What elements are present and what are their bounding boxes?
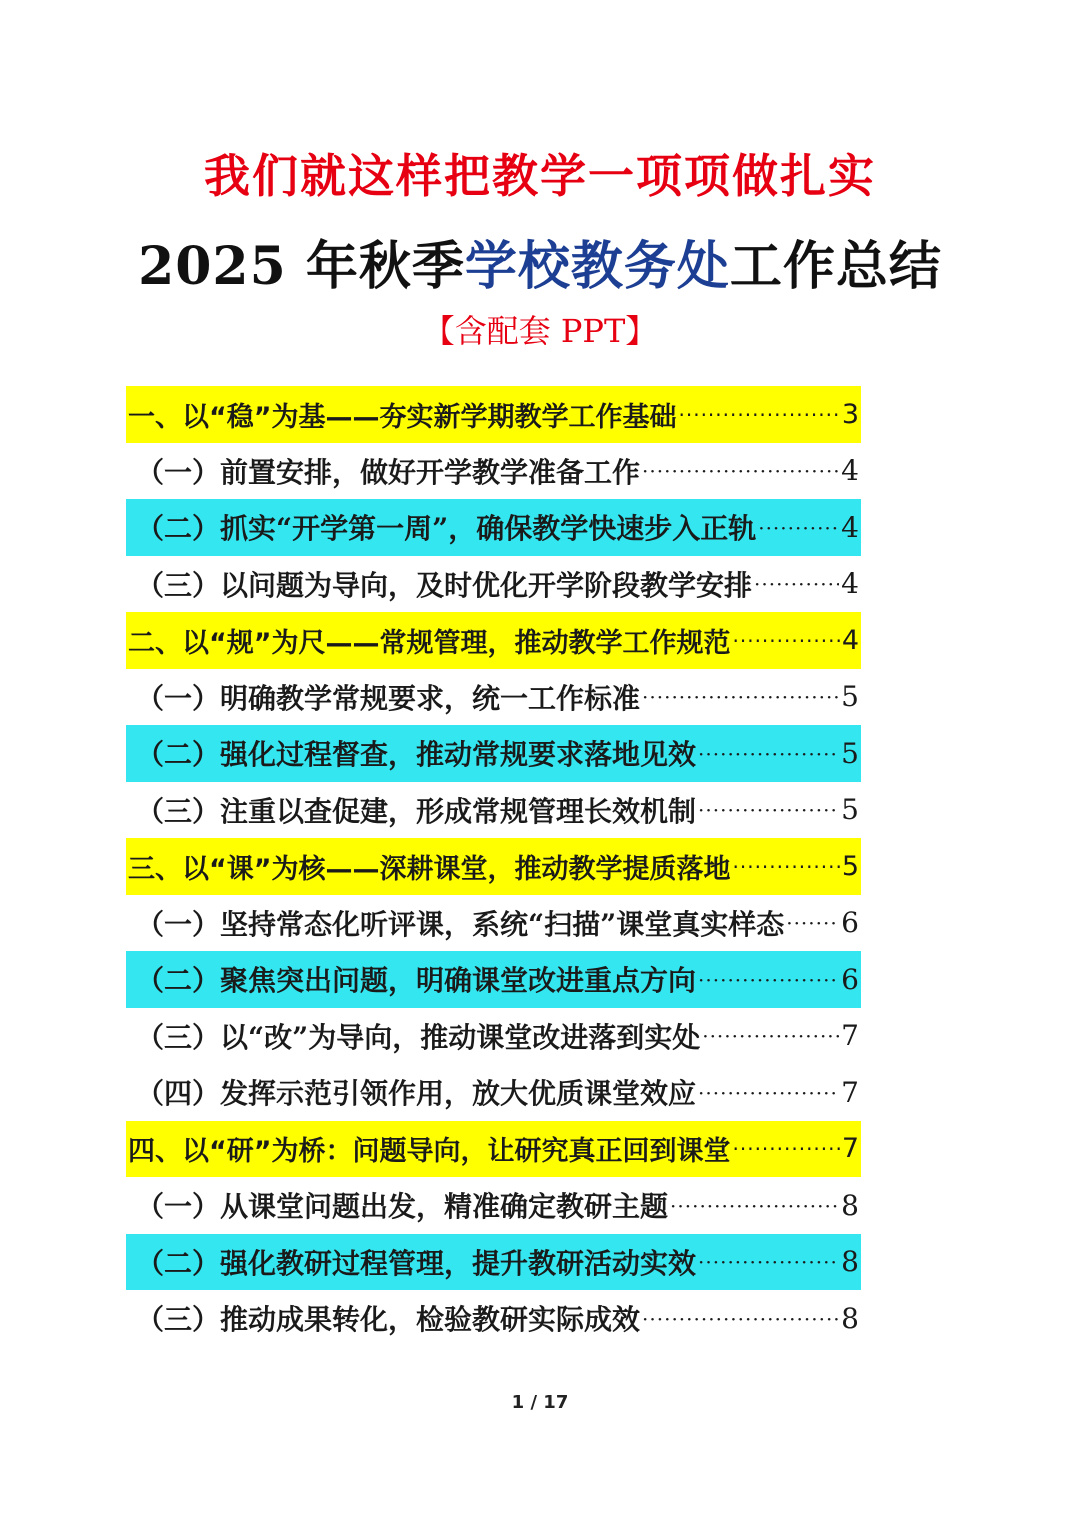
toc-page: 6 (841, 906, 859, 940)
title-highlight: 学校教务处 (464, 236, 730, 297)
toc-page: 5 (841, 736, 859, 770)
table-of-contents (126, 386, 861, 1347)
toc-leader (698, 798, 839, 822)
toc-item[interactable] (126, 1008, 861, 1065)
toc-leader (786, 911, 839, 935)
toc-item[interactable] (126, 1064, 861, 1121)
toc-label: （二）抓实“开学第一周”，确保教学快速步入正轨 (136, 512, 757, 546)
toc-leader (642, 459, 839, 483)
toc-page: 5 (841, 793, 859, 827)
toc-label: （三）推动成果转化，检验教研实际成效 (136, 1303, 641, 1337)
toc-label: 一、以“稳”为基——夯实新学期教学工作基础 (128, 401, 677, 433)
toc-leader (698, 1250, 839, 1274)
toc-label: （四）发挥示范引领作用，放大优质课堂效应 (136, 1077, 697, 1111)
toc-label: 四、以“研”为桥：问题导向，让研究真正回到课堂 (128, 1136, 731, 1168)
toc-label: （一）从课堂问题出发，精准确定教研主题 (136, 1190, 669, 1224)
toc-item[interactable] (126, 669, 861, 726)
toc-label: （三）以问题为导向，及时优化开学阶段教学安排 (136, 568, 753, 602)
toc-item[interactable] (126, 1177, 861, 1234)
toc-label: （三）注重以查促建，形成常规管理长效机制 (136, 794, 697, 828)
toc-label: （一）前置安排，做好开学教学准备工作 (136, 455, 641, 489)
toc-section-2[interactable] (126, 612, 861, 669)
toc-item[interactable] (126, 556, 861, 613)
toc-page: 7 (841, 1019, 859, 1053)
toc-leader (758, 516, 839, 540)
toc-leader (642, 685, 839, 709)
toc-page: 5 (841, 850, 859, 882)
toc-label: 二、以“规”为尺——常规管理，推动教学工作规范 (128, 627, 731, 659)
toc-page: 4 (841, 624, 859, 656)
title-prefix: 2025 年秋季 (138, 236, 465, 297)
toc-leader (702, 1024, 839, 1048)
toc-item[interactable] (126, 725, 861, 782)
toc-item[interactable] (126, 1290, 861, 1347)
toc-section-3[interactable] (126, 838, 861, 895)
page-indicator: 1 / 17 (511, 1392, 569, 1413)
toc-page: 4 (841, 454, 859, 488)
toc-item[interactable] (126, 782, 861, 839)
toc-label: （二）聚焦突出问题，明确课堂改进重点方向 (136, 964, 697, 998)
toc-leader (733, 629, 840, 653)
toc-page: 8 (841, 1188, 859, 1222)
title-suffix: 工作总结 (729, 236, 942, 297)
toc-leader (642, 1307, 839, 1331)
document-title (0, 224, 1080, 299)
toc-page: 5 (841, 680, 859, 714)
toc-leader (733, 855, 840, 879)
toc-page: 6 (841, 962, 859, 996)
toc-label: （一）明确教学常规要求，统一工作标准 (136, 681, 641, 715)
toc-page: 3 (841, 398, 859, 430)
toc-label: 三、以“课”为核——深耕课堂，推动教学提质落地 (128, 853, 731, 885)
toc-section-1[interactable] (126, 386, 861, 443)
headline-red: 我们就这样把教学一项项做扎实 (204, 149, 876, 203)
toc-leader (698, 1081, 839, 1105)
toc-leader (679, 403, 840, 427)
toc-leader (754, 572, 839, 596)
toc-leader (733, 1137, 840, 1161)
toc-label: （二）强化教研过程管理，提升教研活动实效 (136, 1246, 697, 1280)
toc-page: 8 (841, 1301, 859, 1335)
toc-item[interactable] (126, 443, 861, 500)
toc-page: 8 (841, 1245, 859, 1279)
toc-item[interactable] (126, 1234, 861, 1291)
toc-item[interactable] (126, 951, 861, 1008)
toc-page: 4 (841, 567, 859, 601)
toc-item[interactable] (126, 895, 861, 952)
toc-leader (698, 968, 839, 992)
toc-page: 4 (841, 510, 859, 544)
toc-item[interactable] (126, 499, 861, 556)
toc-label: （三）以“改”为导向，推动课堂改进落到实处 (136, 1020, 701, 1054)
toc-leader (670, 1194, 839, 1218)
subtitle: 【含配套 PPT】 (422, 312, 658, 350)
toc-label: （一）坚持常态化听评课，系统“扫描”课堂真实样态 (136, 907, 785, 941)
toc-page: 7 (841, 1075, 859, 1109)
toc-section-4[interactable] (126, 1121, 861, 1178)
toc-page: 7 (841, 1133, 859, 1165)
toc-leader (698, 742, 839, 766)
toc-label: （二）强化过程督查，推动常规要求落地见效 (136, 738, 697, 772)
